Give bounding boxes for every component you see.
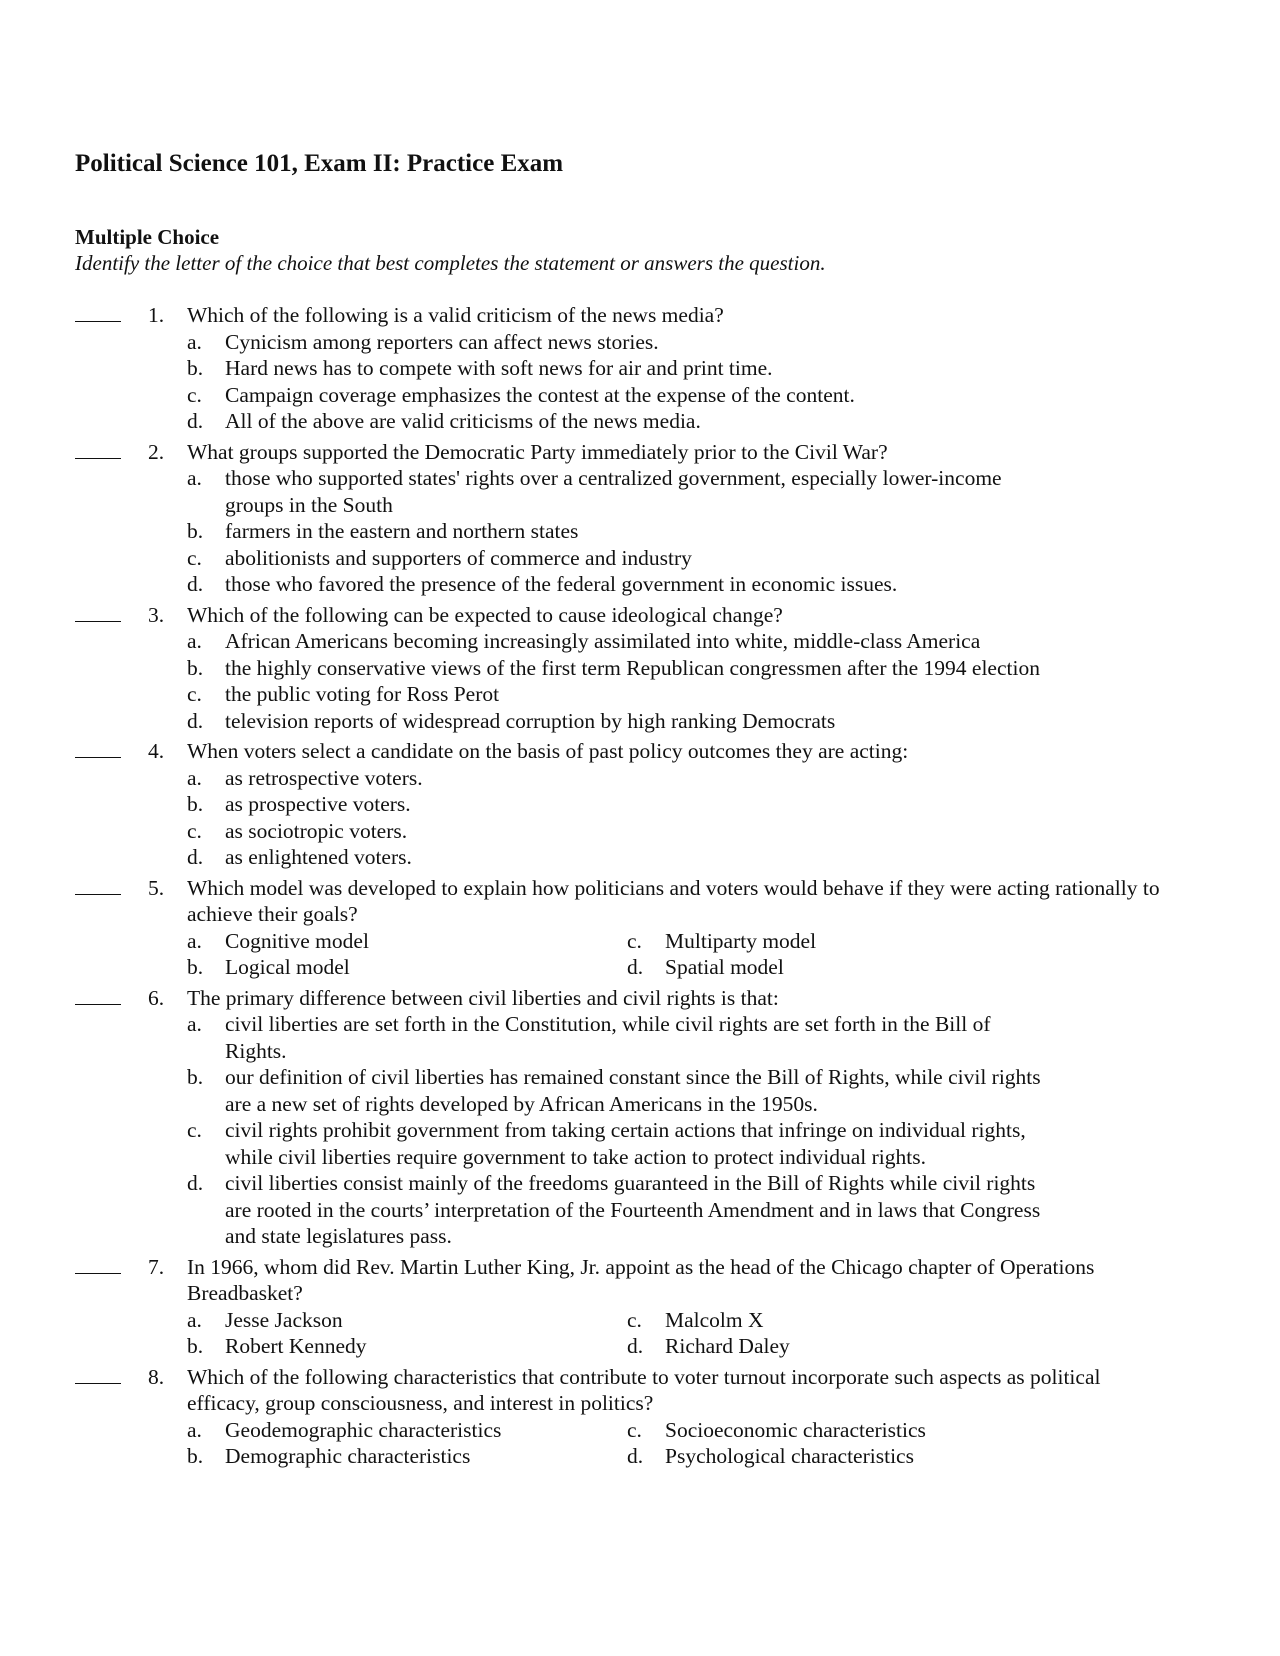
option-a [187, 1307, 627, 1334]
option-text: civil liberties are set forth in the Constitution, while civil rights are set forth in the Bill of Rights. [225, 1012, 991, 1063]
option-text: as retrospective voters. [225, 765, 423, 790]
option-c [187, 681, 1055, 708]
option-label: c. [187, 545, 202, 570]
question-list [0, 302, 1280, 1474]
option-text: Malcolm X [665, 1307, 764, 1332]
option-label: c. [627, 1307, 642, 1332]
question-stem: Which of the following characteristics that contribute to voter turnout incorporate such aspects as political efficacy, group consciousness, and interest in politics? [187, 1364, 1101, 1415]
option-list [187, 1307, 1280, 1360]
question-stem: Which model was developed to explain how politicians and voters would behave if they were acting rationally to achieve their goals? [187, 875, 1160, 926]
option-label: d. [187, 708, 204, 733]
option-text: Psychological characteristics [665, 1444, 914, 1468]
option-text: Jesse Jackson [225, 1307, 343, 1332]
option-d [187, 844, 1055, 871]
option-text: Multiparty model [665, 928, 817, 953]
option-list [187, 1417, 1280, 1470]
option-d [187, 708, 1055, 735]
option-a [187, 765, 1055, 792]
question-number: 2. [148, 439, 165, 464]
question-1 [0, 302, 1280, 435]
option-label: c. [187, 1118, 202, 1142]
option-text: the public voting for Ross Perot [225, 682, 500, 706]
option-label: c. [627, 1417, 642, 1442]
option-c [187, 818, 1055, 845]
option-text: Demographic characteristics [225, 1444, 471, 1468]
option-label: d. [627, 1334, 644, 1358]
option-label: a. [187, 629, 202, 653]
question-number: 6. [148, 985, 165, 1010]
option-label: a. [187, 1417, 202, 1442]
option-text: as enlightened voters. [225, 845, 412, 869]
option-a [187, 1011, 1055, 1064]
option-a [187, 928, 627, 955]
question-2 [0, 439, 1280, 598]
question-number: 3. [148, 602, 165, 627]
option-label: d. [627, 1444, 644, 1468]
option-label: b. [187, 1444, 204, 1468]
option-text: those who supported states' rights over a centralized government, especially lower-income groups in the South [225, 466, 1002, 517]
question-stem: What groups supported the Democratic Party immediately prior to the Civil War? [187, 439, 888, 464]
option-label: b. [187, 1334, 204, 1358]
option-text: Richard Daley [665, 1334, 790, 1358]
option-c [627, 1307, 1147, 1334]
answer-blank[interactable] [75, 738, 121, 758]
question-3 [0, 602, 1280, 735]
option-label: d. [187, 572, 204, 596]
option-label: d. [187, 845, 204, 869]
option-b [187, 355, 1055, 382]
option-c [187, 1117, 1055, 1170]
question-4 [0, 738, 1280, 871]
option-text: television reports of widespread corruption by high ranking Democrats [225, 708, 836, 733]
option-b [187, 1443, 627, 1470]
option-list [187, 628, 1280, 734]
option-label: d. [187, 1171, 204, 1195]
option-label: a. [187, 765, 202, 790]
option-list [187, 1011, 1280, 1250]
question-6 [0, 985, 1280, 1250]
option-text: as prospective voters. [225, 792, 411, 816]
option-label: a. [187, 466, 202, 490]
option-b [187, 1333, 627, 1360]
option-text: as sociotropic voters. [225, 818, 408, 843]
option-a [187, 1417, 627, 1444]
option-label: d. [627, 955, 644, 979]
option-d [627, 1443, 1147, 1470]
option-list [187, 465, 1280, 598]
question-number: 7. [148, 1254, 165, 1279]
option-c [187, 545, 1055, 572]
question-5 [0, 875, 1280, 981]
option-text: Geodemographic characteristics [225, 1417, 502, 1442]
option-a [187, 329, 1055, 356]
question-stem: When voters select a candidate on the basis of past policy outcomes they are acting: [187, 739, 909, 763]
section-heading: Multiple Choice [75, 225, 220, 249]
question-8 [0, 1364, 1280, 1470]
option-text: African Americans becoming increasingly assimilated into white, middle-class America [225, 629, 981, 653]
option-label: a. [187, 329, 202, 354]
option-text: farmers in the eastern and northern states [225, 519, 579, 543]
option-text: abolitionists and supporters of commerce and industry [225, 545, 692, 570]
option-text: Spatial model [665, 955, 784, 979]
answer-blank[interactable] [75, 985, 121, 1005]
question-stem: Which of the following can be expected to cause ideological change? [187, 602, 783, 627]
option-list [187, 765, 1280, 871]
option-d [187, 571, 1055, 598]
option-label: c. [627, 928, 642, 953]
page-title: Political Science 101, Exam II: Practice Exam [75, 150, 564, 177]
question-stem: In 1966, whom did Rev. Martin Luther King, Jr. appoint as the head of the Chicago chapter of Operations Breadbasket? [187, 1254, 1095, 1305]
option-text: Robert Kennedy [225, 1334, 367, 1358]
option-label: c. [187, 382, 202, 407]
option-text: Logical model [225, 955, 350, 979]
option-text: civil liberties consist mainly of the freedoms guaranteed in the Bill of Rights while civil rights are rooted in the courts’ interpretation of the Fourteenth Amendment and in laws that Congress and state legislatures pass. [225, 1171, 1041, 1248]
option-d [187, 408, 1055, 435]
option-label: d. [187, 409, 204, 433]
option-label: b. [187, 792, 204, 816]
option-text: civil rights prohibit government from taking certain actions that infringe on individual rights, while civil liberties require government to take action to protect individual rights. [225, 1118, 1026, 1169]
option-text: All of the above are valid criticisms of the news media. [225, 409, 701, 433]
option-label: b. [187, 955, 204, 979]
answer-blank[interactable] [75, 302, 121, 322]
option-a [187, 465, 1055, 518]
option-list [187, 928, 1280, 981]
question-number: 5. [148, 875, 165, 900]
option-c [187, 382, 1055, 409]
option-text: Socioeconomic characteristics [665, 1417, 926, 1442]
option-label: a. [187, 928, 202, 953]
option-d [187, 1170, 1055, 1250]
option-d [627, 1333, 1147, 1360]
option-label: a. [187, 1012, 202, 1036]
option-b [187, 1064, 1055, 1117]
option-label: a. [187, 1307, 202, 1332]
option-b [187, 518, 1055, 545]
option-text: those who favored the presence of the federal government in economic issues. [225, 572, 898, 596]
option-text: our definition of civil liberties has remained constant since the Bill of Rights, while civil rights are a new set of rights developed by African Americans in the 1950s. [225, 1065, 1041, 1116]
question-stem: Which of the following is a valid criticism of the news media? [187, 303, 724, 327]
option-c [627, 928, 1147, 955]
option-list [187, 329, 1280, 435]
option-label: b. [187, 1065, 204, 1089]
option-label: c. [187, 682, 202, 706]
option-label: b. [187, 655, 204, 680]
option-label: c. [187, 818, 202, 843]
option-label: b. [187, 519, 204, 543]
answer-blank[interactable] [75, 439, 121, 459]
question-stem: The primary difference between civil liberties and civil rights is that: [187, 985, 779, 1010]
question-7 [0, 1254, 1280, 1360]
question-number: 4. [148, 739, 165, 763]
question-number: 8. [148, 1364, 165, 1389]
question-number: 1. [148, 303, 165, 327]
section-instructions: Identify the letter of the choice that best completes the statement or answers the question. [75, 251, 826, 275]
option-text: Campaign coverage emphasizes the contest at the expense of the content. [225, 382, 855, 407]
option-text: Cognitive model [225, 928, 369, 953]
option-b [187, 655, 1055, 682]
answer-blank[interactable] [75, 1364, 121, 1384]
option-text: the highly conservative views of the first term Republican congressmen after the 1994 election [225, 655, 1040, 680]
answer-blank[interactable] [75, 1254, 121, 1274]
option-text: Hard news has to compete with soft news for air and print time. [225, 356, 773, 380]
option-a [187, 628, 1055, 655]
option-label: b. [187, 356, 204, 380]
answer-blank[interactable] [75, 875, 121, 895]
option-text: Cynicism among reporters can affect news stories. [225, 329, 659, 354]
answer-blank[interactable] [75, 602, 121, 622]
option-b [187, 954, 627, 981]
option-b [187, 791, 1055, 818]
option-c [627, 1417, 1147, 1444]
option-d [627, 954, 1147, 981]
